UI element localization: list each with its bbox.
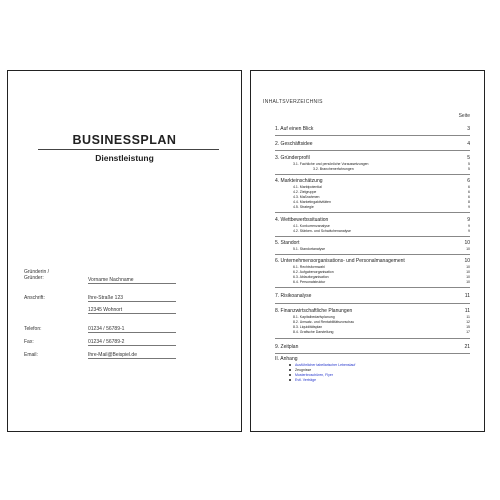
toc-entry-page: 4 <box>467 141 470 147</box>
toc-separator <box>275 303 470 304</box>
toc-entry-text: 8.3. Liquiditätsplan <box>293 325 323 329</box>
toc-entry-text: 8. Finanzwirtschaftliche Planungen <box>275 308 353 314</box>
toc-entry-text: 6. Unternehmensorganisations- und Personalmanagement <box>275 258 405 264</box>
toc-entry-text: 3.1. Fachliche und persönliche Voraussetzungen <box>293 162 369 166</box>
appendix-item-text: Evtl. Verträge <box>295 378 317 382</box>
toc-entry-text: 4.4. Marketingaktivitäten <box>293 200 331 204</box>
toc-entry-text: 4.2. Zielgruppe <box>293 190 317 194</box>
title-rule <box>38 149 219 150</box>
toc-entry-text: 4.1. Marktpotential <box>293 185 322 189</box>
appendix-item <box>289 378 316 383</box>
toc-entry-text: 6.2. Aufgabenorganisation <box>293 270 334 274</box>
toc-entry-page: 17 <box>466 330 470 334</box>
toc-separator <box>275 287 470 288</box>
toc-separator <box>275 254 470 255</box>
toc-entry-page: 6 <box>468 190 470 194</box>
toc-entry-page: 9 <box>468 229 470 233</box>
toc-entry-text: 6.3. Ablauforganisation <box>293 275 329 279</box>
bullet-icon <box>289 379 291 381</box>
field-value-fax: 01234 / 56789-2 <box>88 339 176 346</box>
toc-entry-page: 11 <box>464 293 470 299</box>
appendix-item-text: Ausführlicher tabellarischer Lebenslauf <box>295 363 356 367</box>
toc-entry-page: 15 <box>466 325 470 329</box>
appendix-item-text: Zeugnisse <box>295 368 312 372</box>
field-label-email: Email: <box>24 352 38 358</box>
toc-entry-page: 8 <box>468 200 470 204</box>
appendix-item-text: Musterbroschüren, Flyer <box>295 373 333 377</box>
document-title: BUSINESSPLAN <box>72 133 177 147</box>
toc-entry-page: 11 <box>464 308 470 314</box>
bullet-icon <box>289 369 291 371</box>
toc-entry-page: 10 <box>466 265 470 269</box>
toc-entry-text: 4.3. Maßnahmen <box>293 195 320 199</box>
field-value-phone: 01234 / 56789-1 <box>88 326 176 333</box>
toc-separator <box>275 150 470 151</box>
toc-entry-text: 5. Standort <box>275 240 300 246</box>
toc-entry-text: 3. Gründerprofil <box>275 155 310 161</box>
toc-entry-text: 4.2. Stärken- und Schwächenanalyse <box>293 229 351 233</box>
toc-entry-page: 12 <box>466 320 470 324</box>
toc-entry-page: 9 <box>468 224 470 228</box>
toc-entry-page: 6 <box>468 185 470 189</box>
page-column-header: Seite <box>458 113 470 119</box>
toc-entry-text: 4. Wettbewerbssituation <box>275 217 329 223</box>
toc-entry-text: 6.1. Rechtsformwahl <box>293 265 325 269</box>
toc-entry-text: 4.1. Konkurrenzanalyse <box>293 224 330 228</box>
toc-entry-page: 5 <box>468 167 470 171</box>
bullet-icon <box>289 364 291 366</box>
toc-entry-text: 3.2. Branchenerfahrungen <box>313 167 354 171</box>
toc-entry-page: 3 <box>467 126 470 132</box>
toc-entry-text: 7. Risikoanalyse <box>275 293 312 299</box>
toc-separator <box>275 174 470 175</box>
toc-separator <box>275 338 470 339</box>
toc-entry-text: 5.1. Standortanalyse <box>293 247 326 251</box>
toc-separator <box>275 353 470 354</box>
toc-entry-page: 11 <box>466 315 470 319</box>
toc-entry-page: 10 <box>466 275 470 279</box>
field-label-founder: Gründerin / Gründer: <box>24 269 50 281</box>
toc-entry-text: 6.4. Personalstruktur <box>293 280 326 284</box>
bullet-icon <box>289 374 291 376</box>
field-value-founder: Vorname Nachname <box>88 277 176 284</box>
toc-entry-text: 8.4. Grafische Darstellung <box>293 330 334 334</box>
cover-page <box>7 70 242 432</box>
field-label-address: Anschrift: <box>24 295 45 301</box>
field-label-fax: Fax: <box>24 339 34 345</box>
toc-entry-page: 9 <box>468 205 470 209</box>
toc-entry-text: 1. Auf einen Blick <box>275 126 314 132</box>
toc-separator <box>275 236 470 237</box>
toc-entry-text: 4. Markteinschätzung <box>275 178 323 184</box>
field-label-phone: Telefon: <box>24 326 42 332</box>
toc-entry-page: 6 <box>467 178 470 184</box>
toc-separator <box>275 135 470 136</box>
toc-entry-text: 8.2. Umsatz- und Rentabilitätsvorschau <box>293 320 355 324</box>
toc-entry-page: 5 <box>467 155 470 161</box>
toc-entry-page: 21 <box>464 344 470 350</box>
toc-title: INHALTSVERZEICHNIS <box>263 99 323 105</box>
toc-entry-text: 2. Geschäftsidee <box>275 141 313 147</box>
document-subtitle: Dienstleistung <box>95 153 154 163</box>
toc-entry-page: 10 <box>464 240 470 246</box>
toc-entry-page: 5 <box>468 162 470 166</box>
field-value-email: Ihre-Mail@Beispiel.de <box>88 352 176 359</box>
toc-separator <box>275 212 470 213</box>
toc-entry-text: 4.5. Strategie <box>293 205 314 209</box>
toc-entry-text: 8.1. Kapitalbedarfsplanung <box>293 315 335 319</box>
toc-entry-page: 10 <box>464 258 470 264</box>
toc-entry-text: 9. Zeitplan <box>275 344 299 350</box>
toc-entry-page: 10 <box>466 280 470 284</box>
toc-page <box>250 70 485 432</box>
toc-entry-page: 9 <box>467 217 470 223</box>
appendix-heading: II. Anhang <box>275 356 298 362</box>
field-value-city: 12345 Wohnort <box>88 307 176 314</box>
toc-entry-page: 10 <box>466 247 470 251</box>
field-value-street: Ihre-Straße 123 <box>88 295 176 302</box>
toc-entry-page: 10 <box>466 270 470 274</box>
toc-entry-page: 6 <box>468 195 470 199</box>
